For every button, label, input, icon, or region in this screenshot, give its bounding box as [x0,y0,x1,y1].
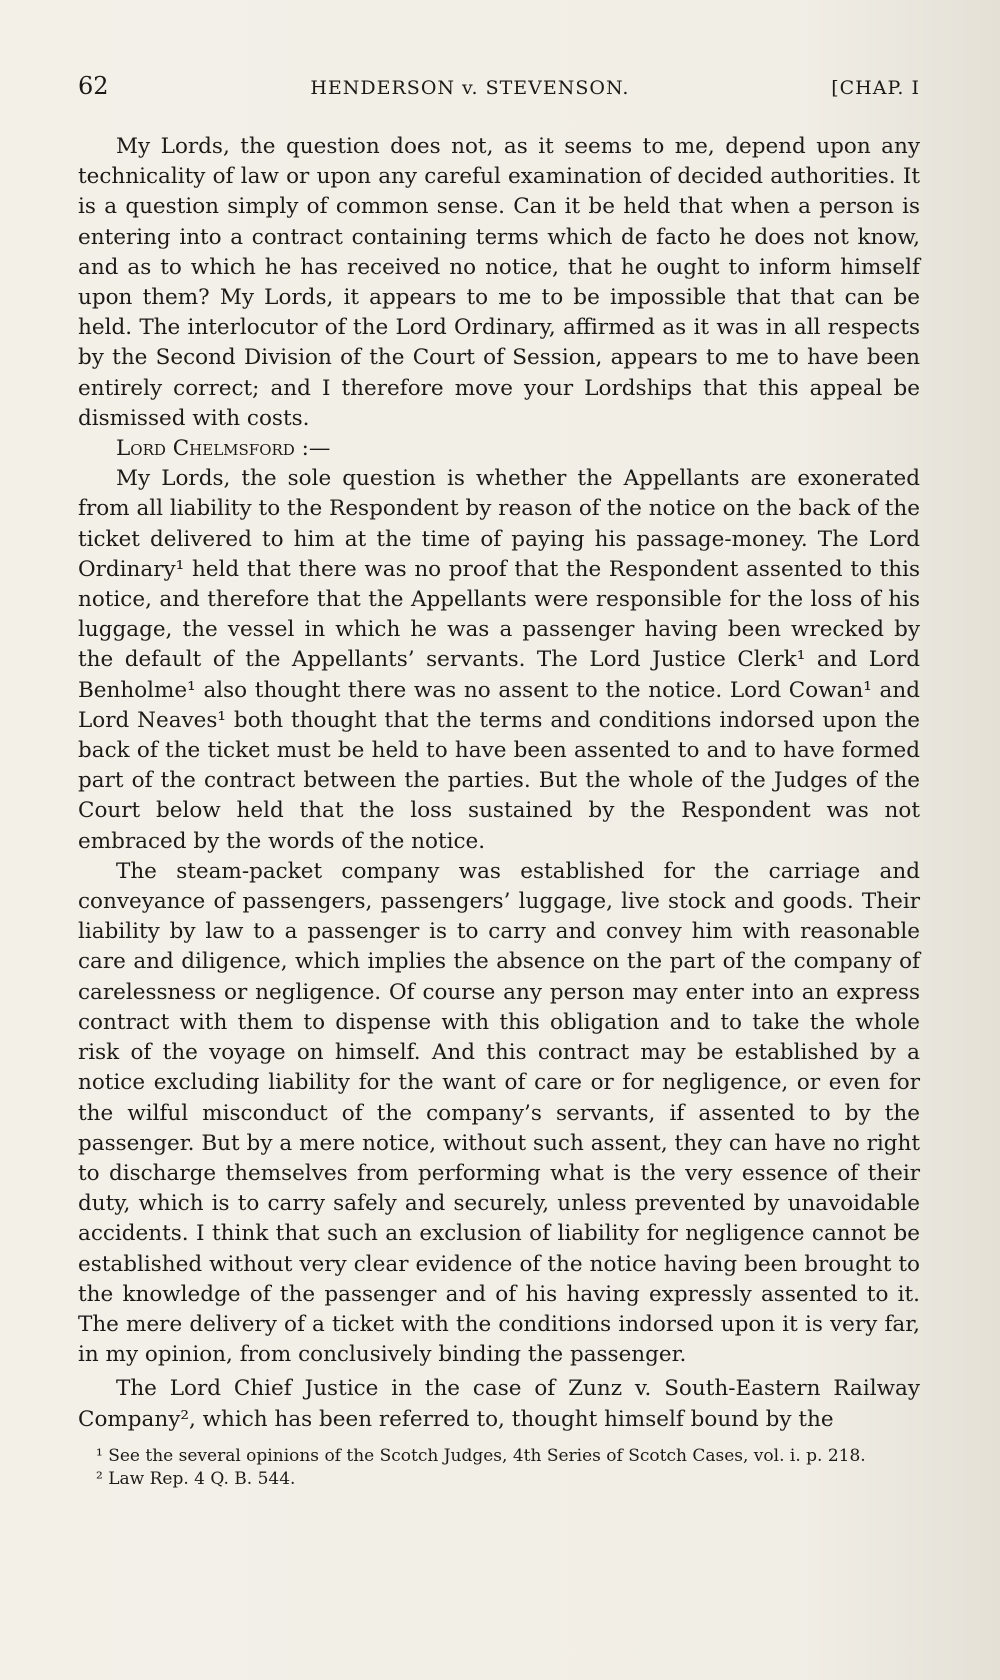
paragraph: The steam-packet company was established for the carriage and conveyance of passengers, passengers’ luggage, live stock and goods. Their liability by law to a passenger is to carry and convey him with reasonable care and diligence, which implies the absence on the part of the company of carelessness or negligence. Of course any person may enter into an express contract with them to dispense with this obligation and to take the whole risk of the voyage on himself. And this contract may be established by a notice excluding liability for the want of care or for negligence, or even for the wilful misconduct of the company’s servants, if assented to by the passenger. But by a mere notice, without such assent, they can have no right to discharge themselves from performing what is the very essence of their duty, which is to carry safely and securely, unless prevented by unavoidable accidents. I think that such an exclusion of liability for negligence cannot be established without very clear evidence of the notice having been brought to the knowledge of the passenger and of his having expressly assented to it. The mere delivery of a ticket with the conditions indorsed upon it is very far, in my opinion, from conclusively binding the passenger. [78,858,920,1368]
speaker-heading: Lord Chelmsford :— [116,436,331,462]
body-text [78,132,920,1435]
footnote: ¹ See the several opinions of the Scotch Judges, 4th Series of Scotch Cases, vol. i. p. 218. [96,1445,866,1466]
footnotes [78,1445,920,1491]
running-title: HENDERSON v. STEVENSON. [310,77,630,99]
paragraph: My Lords, the sole question is whether the Appellants are exonerated from all liability to the Respondent by reason of the notice on the back of the ticket delivered to him at the time of paying his passage-money. The Lord Ordinary¹ held that there was no proof that the Respondent assented to this notice, and therefore that the Appellants were responsible for the loss of his luggage, the vessel in which he was a passenger having been wrecked by the default of the Appellants’ servants. The Lord Justice Clerk¹ and Lord Benholme¹ also thought there was no assent to the notice. Lord Cowan¹ and Lord Neaves¹ both thought that the terms and conditions indorsed upon the back of the ticket must be held to have been assented to and to have formed part of the contract between the parties. But the whole of the Judges of the Court below held that the loss sustained by the Respondent was not embraced by the words of the notice. [78,466,920,854]
page-number: 62 [78,72,109,100]
chapter-marker: [CHAP. I [831,77,920,99]
footnote: ² Law Rep. 4 Q. B. 544. [96,1468,296,1489]
paragraph: My Lords, the question does not, as it seems to me, depend upon any technicality of law or upon any careful examination of decided authorities. It is a question simply of common sense. Can it be held that when a person is entering into a contract containing terms which de facto he does not know, and as to which he has received no notice, that he ought to inform himself upon them? My Lords, it appears to me to be impossible that that can be held. The interlocutor of the Lord Ordinary, affirmed as it was in all respects by the Second Division of the Court of Session, appears to me to have been entirely correct; and I therefore move your Lordships that this appeal be dismissed with costs. [78,134,920,431]
paragraph: The Lord Chief Justice in the case of Zunz v. South-Eastern Railway Company², which has been referred to, thought himself bound by the [78,1376,920,1432]
running-header [78,72,920,100]
